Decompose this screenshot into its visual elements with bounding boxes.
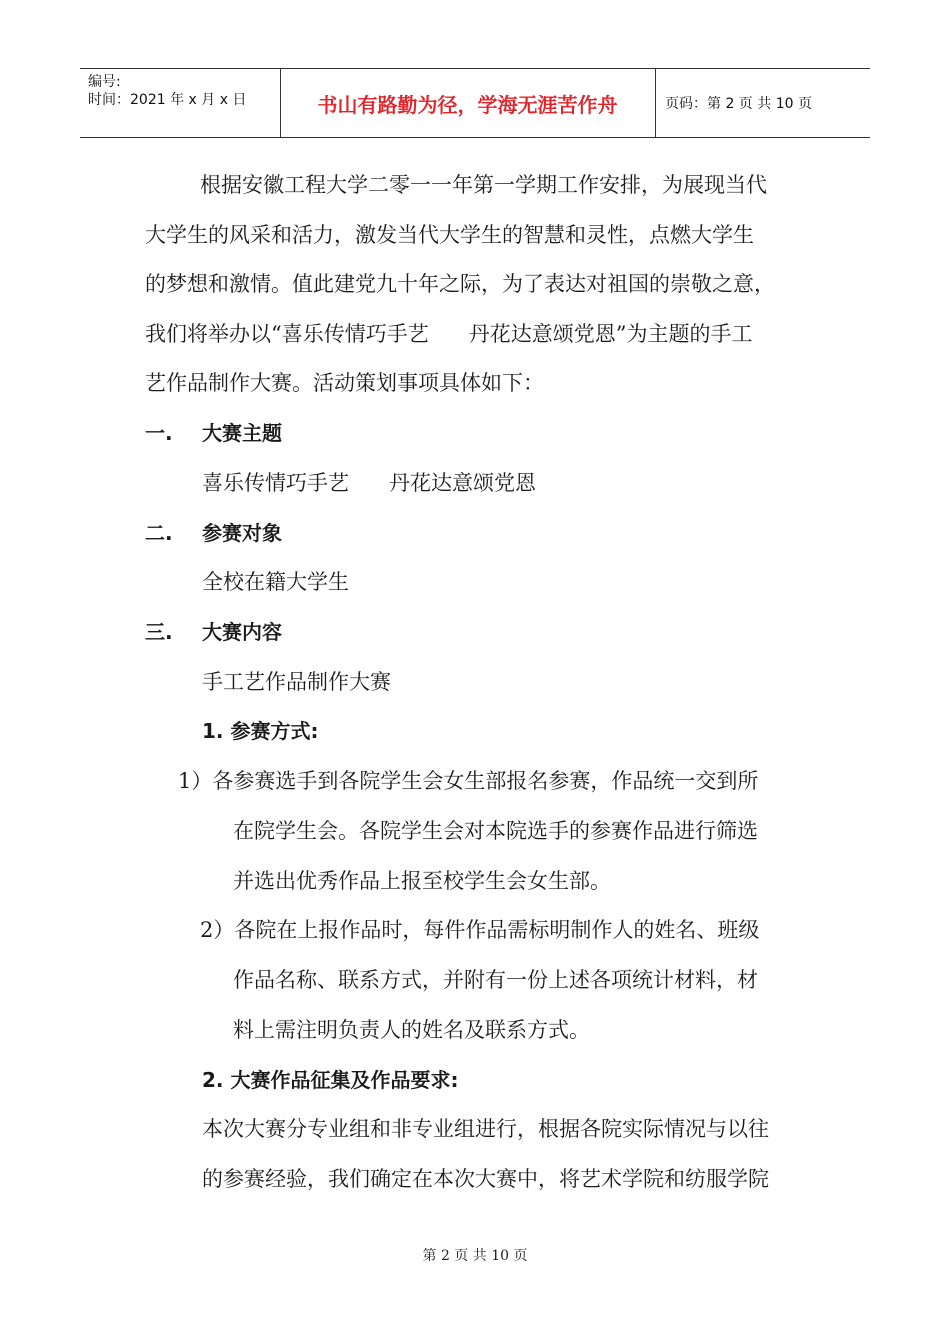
page-header [80,68,870,138]
code-label: 编号: [88,74,121,90]
intro-line: 的梦想和激情。值此建党九十年之际，为了表达对祖国的崇敬之意， [145,272,775,296]
list-item-line: 2）各院在上报作品时，每件作品需标明制作人的姓名、班级 [200,918,760,942]
list-item-line: 在院学生会。各院学生会对本院选手的参赛作品进行筛选 [233,819,758,843]
page-footer: 第 2 页 共 10 页 [422,1248,528,1264]
time-label: 时间：2021 年 x 月 x 日 [88,92,247,108]
section-title: 参赛对象 [202,521,282,545]
section-body: 喜乐传情巧手艺 丹花达意颂党恩 [202,471,537,495]
list-item-line: 1）各参赛选手到各院学生会女生部报名参赛，作品统一交到所 [178,769,759,793]
paragraph-line: 的参赛经验，我们确定在本次大赛中，将艺术学院和纺服学院 [202,1167,769,1191]
subsection-title: 2. 大赛作品征集及作品要求: [202,1068,459,1092]
section-number: 一. [145,421,173,445]
header-motto: 书山有路勤为径，学海无涯苦作舟 [317,92,618,117]
section-title: 大赛主题 [202,421,282,445]
header-meta [88,73,246,109]
list-item-line: 并选出优秀作品上报至校学生会女生部。 [233,869,611,893]
intro-line: 根据安徽工程大学二零一一年第一学期工作安排，为展现当代 [200,173,767,197]
intro-line: 我们将举办以“喜乐传情巧手艺 丹花达意颂党恩”为主题的手工 [145,322,753,346]
header-divider [655,69,656,137]
list-item-line: 料上需注明负责人的姓名及联系方式。 [233,1018,590,1042]
subsection-title: 1. 参赛方式: [202,719,319,743]
intro-line: 艺作品制作大赛。活动策划事项具体如下： [145,371,544,395]
list-item-line: 作品名称、联系方式，并附有一份上述各项统计材料，材 [233,968,758,992]
header-page-info: 页码：第 2 页 共 10 页 [665,96,812,112]
section-number: 二. [145,521,173,545]
section-body: 全校在籍大学生 [202,570,349,594]
section-body: 手工艺作品制作大赛 [202,670,391,694]
section-title: 大赛内容 [202,620,282,644]
intro-line: 大学生的风采和活力，激发当代大学生的智慧和灵性，点燃大学生 [145,223,754,247]
section-number: 三. [145,620,173,644]
paragraph-line: 本次大赛分专业组和非专业组进行，根据各院实际情况与以往 [202,1117,769,1141]
